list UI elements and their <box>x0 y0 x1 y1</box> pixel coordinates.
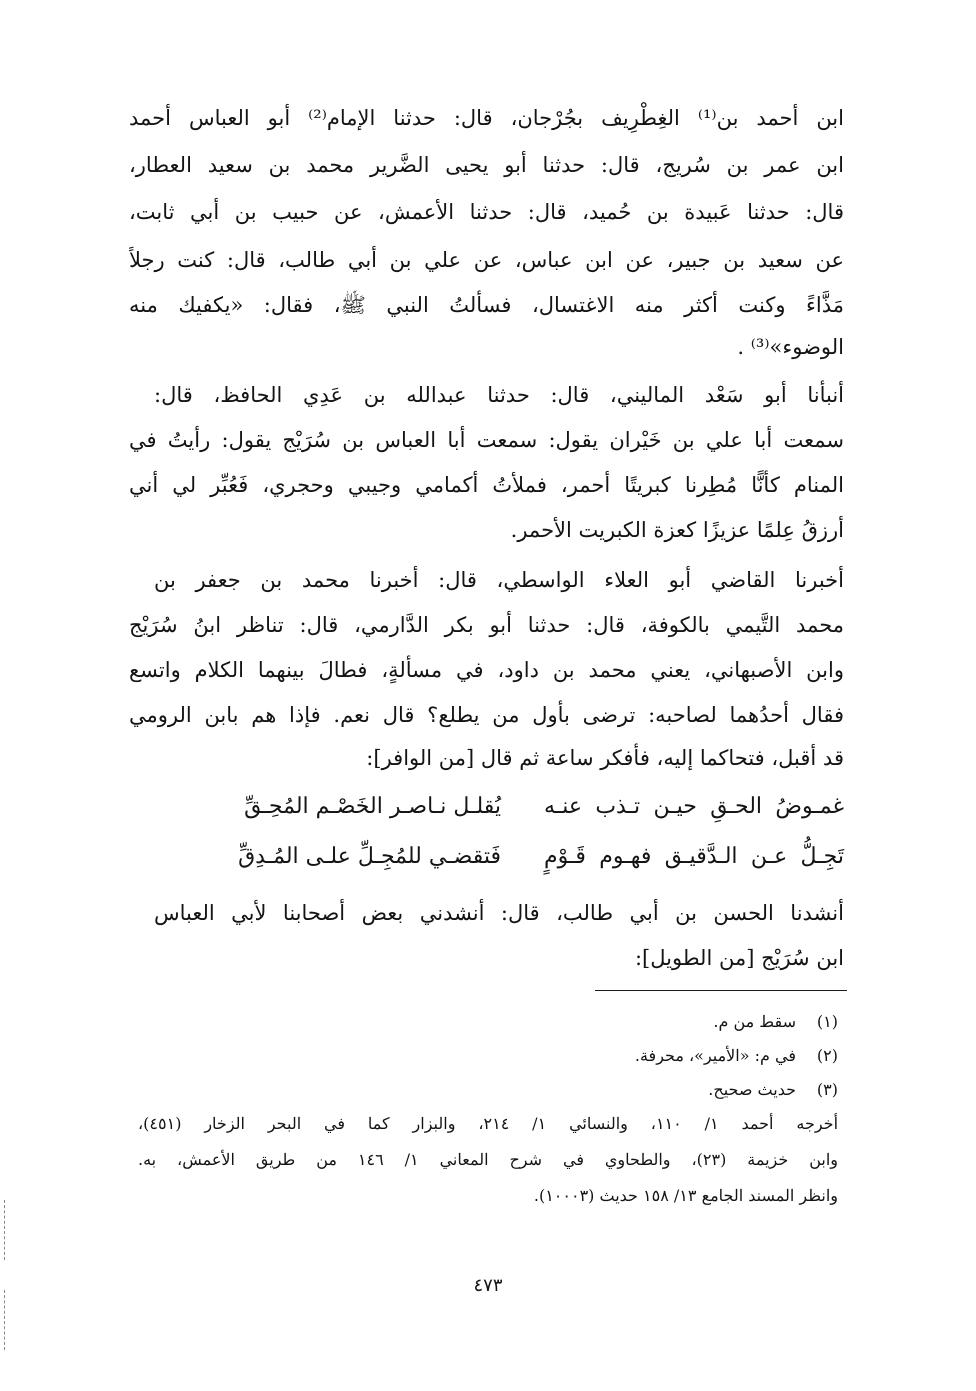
scan-margin-mark <box>4 1290 5 1350</box>
footnote-text: سقط من م. <box>713 1012 796 1031</box>
text-line: مَذَّاءً وكنت أكثر منه الاغتسال، فسألتُ النبي ﷺ، فقال: «يكفيك منه <box>129 293 844 317</box>
footnote-separator <box>595 990 847 991</box>
text-line: قد أقبل، فتحاكما إليه، فأفكر ساعة ثم قال [من الوافر]: <box>366 746 844 770</box>
text-line: المنام كأنًّا مُطِرنا كبريتًا أحمر، فملأتُ أكمامي وجيبي وحجري، فَعُبِّر لي أني <box>129 473 844 497</box>
text-line: ابن عمر بن سُريج، قال: حدثنا أبو يحيى الضَّرير محمد بن سعيد العطار، <box>129 153 844 177</box>
footnote-source-line: وابن خزيمة (٢٣)، والطحاوي في شرح المعاني ١/ ١٤٦ من طريق الأعمش، به. <box>138 1150 839 1169</box>
text-line: الوضوء»⁽³⁾ . <box>737 335 844 359</box>
poem-first-hemistich: تَجِـلُّ عـن الـدَّقيـق فهـوم قَـوْمٍ <box>544 844 844 869</box>
page-number: ٤٧٣ <box>473 1275 503 1296</box>
text-line: محمد التَّيمي بالكوفة، قال: حدثنا أبو بكر الدَّارمي، قال: تناظر ابنُ سُرَيْج <box>129 613 844 637</box>
text-line: أرزقُ عِلمًا عزيزًا كعزة الكبريت الأحمر. <box>510 518 844 542</box>
footnote-source-line: وانظر المسند الجامع ١٣/ ١٥٨ حديث (١٠٠٠٣). <box>533 1186 838 1205</box>
footnote-number: (١) <box>816 1012 838 1031</box>
text-line: سمعت أبا علي بن خَيْران يقول: سمعت أبا العباس بن سُرَيْج يقول: رأيتُ في <box>129 428 844 452</box>
text-line: ابن أحمد بن⁽¹⁾ الغِطْرِيف بجُرْجان، قال: حدثنا الإمام⁽²⁾ أبو العباس أحمد <box>129 106 844 130</box>
poem-second-hemistich: فَتقضـي للمُجِـلِّ علـى المُـدِقِّ <box>238 844 501 869</box>
footnote-number: (٢) <box>816 1046 838 1065</box>
footnote-number: (٣) <box>816 1080 838 1099</box>
text-line: أنشدنا الحسن بن أبي طالب، قال: أنشدني بعض أصحابنا لأبي العباس <box>154 901 844 925</box>
text-line: ابن سُرَيْج [من الطويل]: <box>634 946 844 970</box>
text-line: قال: حدثنا عَبيدة بن حُميد، قال: حدثنا الأعمش، عن حبيب بن أبي ثابت، <box>129 200 844 224</box>
text-line: أخبرنا القاضي أبو العلاء الواسطي، قال: أخبرنا محمد بن جعفر بن <box>154 568 844 592</box>
poem-first-hemistich: غمـوضُ الحـقِ حيـن تـذب عنـه <box>544 794 844 819</box>
poem-second-hemistich: يُقلـل نـاصـر الخَصْـم المُحِـقِّ <box>244 794 501 819</box>
text-line: فقال أحدُهما لصاحبه: ترضى بأول من يطلع؟ قال نعم. فإذا هم بابن الرومي <box>129 703 844 727</box>
text-line: وابن الأصبهاني، يعني محمد بن داود، في مسألةٍ، فطالَ بينهما الكلام واتسع <box>129 658 844 682</box>
text-line: أنبأنا أبو سَعْد الماليني، قال: حدثنا عبدالله بن عَدِي الحافظ، قال: <box>154 383 844 407</box>
footnote-text: حديث صحيح. <box>708 1080 796 1099</box>
footnote-source-line: أخرجه أحمد ١/ ١١٠، والنسائي ١/ ٢١٤، والبزار كما في البحر الزخار (٤٥١)، <box>138 1114 839 1133</box>
text-line: عن سعيد بن جبير، عن ابن عباس، عن علي بن أبي طالب، قال: كنت رجلاً <box>129 248 844 272</box>
scan-margin-mark <box>4 1200 5 1260</box>
footnote-text: في م: «الأمير»، محرفة. <box>634 1046 796 1065</box>
